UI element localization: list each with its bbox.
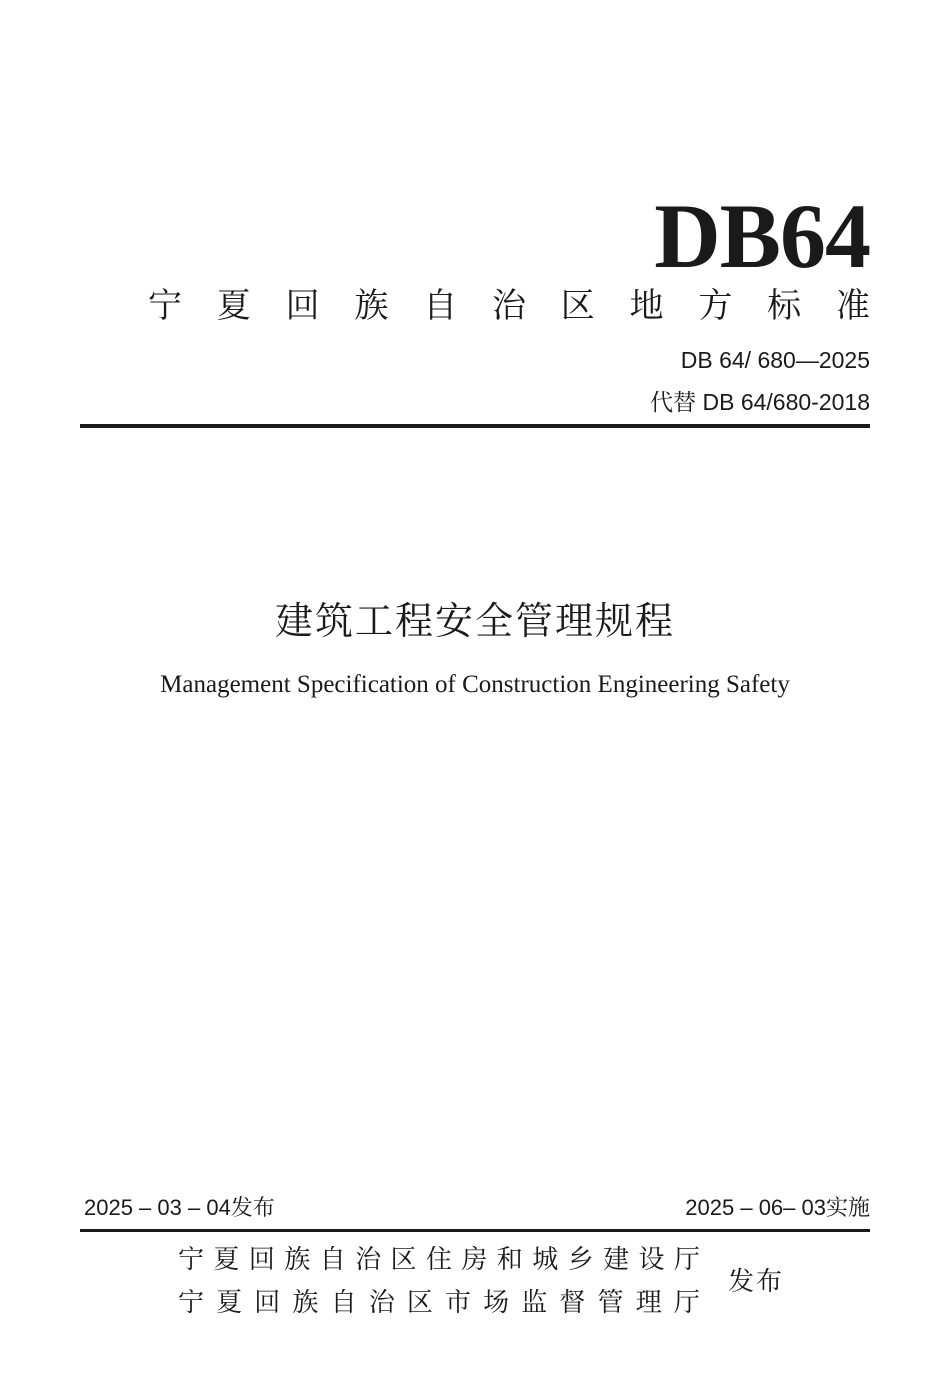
issuer-line2-char: 理 bbox=[635, 1288, 662, 1318]
issuer-line2-char: 族 bbox=[292, 1288, 319, 1318]
replaces-standard-number: 代替 DB 64/680-2018 bbox=[650, 389, 870, 415]
document-title-chinese: 建筑工程安全管理规程 bbox=[274, 599, 675, 643]
standard-type-heading bbox=[148, 286, 870, 326]
issuer-line1-char: 宁 bbox=[178, 1245, 205, 1275]
implementation-date: 2025 – 06– 03实施 bbox=[685, 1195, 870, 1220]
standard-type-char: 准 bbox=[835, 286, 870, 326]
issuer-line1-char: 设 bbox=[638, 1245, 665, 1275]
issuer-line2-char: 治 bbox=[368, 1288, 395, 1318]
standard-type-char: 夏 bbox=[216, 286, 251, 326]
issuer-line2-char: 区 bbox=[406, 1288, 433, 1318]
issuer-line1-char: 区 bbox=[390, 1245, 417, 1275]
document-title-english: Management Specification of Construction Engineering Safety bbox=[160, 671, 790, 698]
issuer-line2-char: 管 bbox=[597, 1288, 624, 1318]
issuer-line1-char: 建 bbox=[603, 1245, 630, 1275]
header-divider bbox=[80, 424, 870, 428]
standard-type-char: 地 bbox=[629, 286, 664, 326]
standard-type-char: 方 bbox=[698, 286, 733, 326]
standard-type-char: 区 bbox=[560, 286, 595, 326]
standard-type-char: 治 bbox=[491, 286, 526, 326]
standard-number: DB 64/ 680—2025 bbox=[680, 347, 870, 373]
issuer-line2-char: 督 bbox=[559, 1288, 586, 1318]
issuer-line1-char: 夏 bbox=[213, 1245, 240, 1275]
standard-code-mark: DB64 bbox=[654, 185, 870, 287]
standard-type-char: 回 bbox=[285, 286, 320, 326]
issued-label: 发布 bbox=[728, 1267, 785, 1297]
issuing-authority-market-regulation bbox=[178, 1287, 700, 1319]
standard-type-char: 族 bbox=[354, 286, 389, 326]
issuer-line2-char: 场 bbox=[483, 1288, 510, 1318]
issuer-line2-char: 厅 bbox=[673, 1288, 700, 1318]
issuer-line1-char: 和 bbox=[496, 1245, 523, 1275]
issuer-line2-char: 夏 bbox=[216, 1288, 243, 1318]
issuer-line1-char: 回 bbox=[248, 1245, 275, 1275]
issuer-line1-char: 自 bbox=[319, 1245, 346, 1275]
issuer-line1-char: 房 bbox=[461, 1245, 488, 1275]
issuer-line2-char: 市 bbox=[444, 1288, 471, 1318]
standard-type-char: 标 bbox=[767, 286, 802, 326]
footer-divider bbox=[80, 1229, 870, 1232]
issuer-line1-char: 族 bbox=[284, 1245, 311, 1275]
issue-date: 2025 – 03 – 04发布 bbox=[84, 1195, 275, 1220]
issuer-line2-char: 监 bbox=[521, 1288, 548, 1318]
issuer-line1-char: 住 bbox=[425, 1245, 452, 1275]
issuer-line2-char: 自 bbox=[330, 1288, 357, 1318]
issuer-line1-char: 厅 bbox=[673, 1245, 700, 1275]
issuer-line1-char: 城 bbox=[532, 1245, 559, 1275]
standard-type-char: 自 bbox=[423, 286, 458, 326]
issuer-line1-char: 乡 bbox=[567, 1245, 594, 1275]
issuer-line2-char: 回 bbox=[254, 1288, 281, 1318]
issuing-authority-housing bbox=[178, 1244, 700, 1276]
standard-type-char: 宁 bbox=[148, 286, 182, 326]
issuer-line1-char: 治 bbox=[355, 1245, 382, 1275]
issuer-line2-char: 宁 bbox=[178, 1288, 205, 1318]
